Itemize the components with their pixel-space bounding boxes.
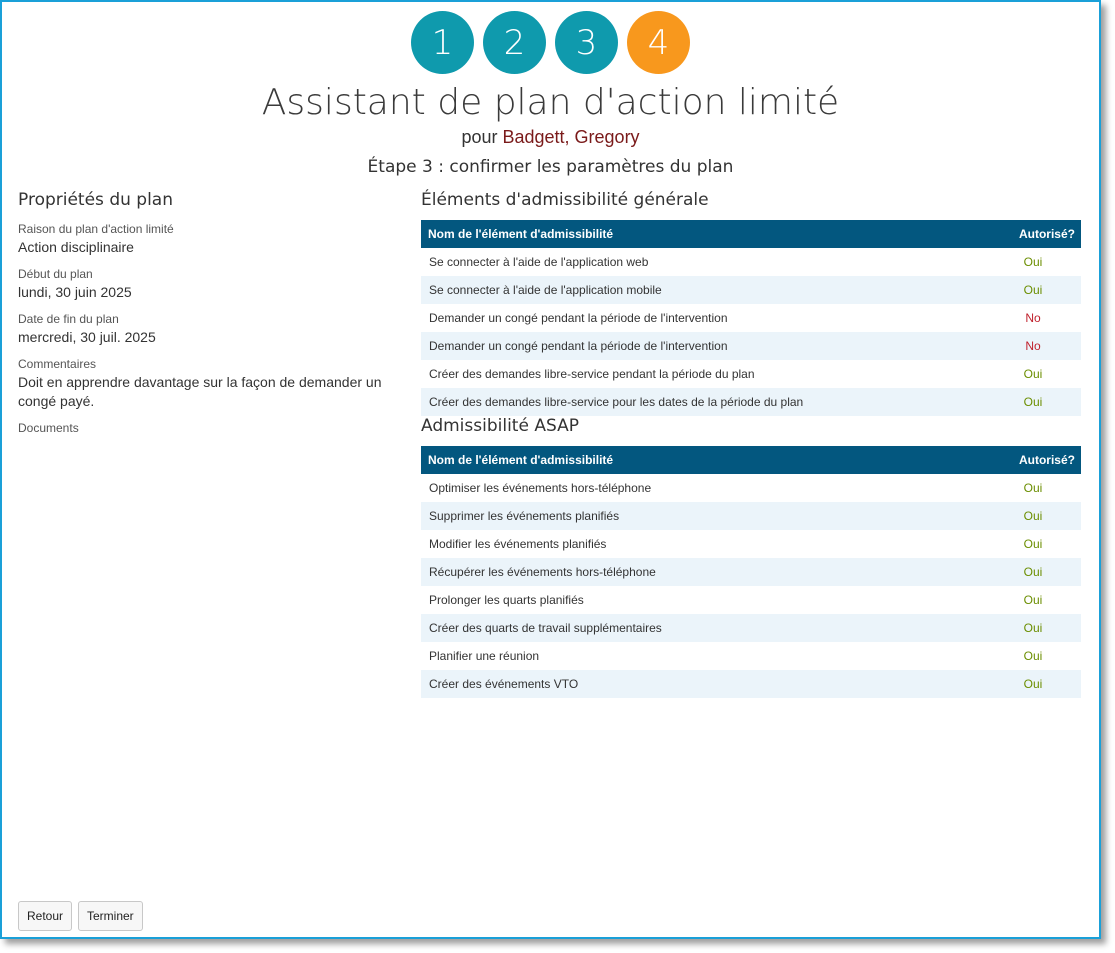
step-4-circle[interactable]: 4 (627, 11, 690, 74)
authorized-value: Oui (1023, 565, 1043, 579)
step-3-circle[interactable]: 3 (555, 11, 618, 74)
table-row (421, 388, 1081, 416)
authorized-value: Oui (1023, 593, 1043, 607)
table-row (421, 558, 1081, 586)
eligibility-item-name: Optimiser les événements hors-téléphone (429, 481, 652, 495)
plan-properties-heading: Propriétés du plan (18, 190, 173, 210)
table-row (421, 304, 1081, 332)
table-row (421, 248, 1081, 276)
eligibility-item-name: Demander un congé pendant la période de l'intervention (429, 339, 728, 353)
table-row (421, 614, 1081, 642)
authorized-value: Oui (1023, 283, 1043, 297)
table-header-row (421, 446, 1081, 474)
step-description: Étape 3 : confirmer les paramètres du plan (367, 157, 734, 177)
eligibility-item-name: Supprimer les événements planifiés (429, 509, 620, 523)
column-header-name: Nom de l'élément d'admissibilité (428, 453, 614, 467)
reason-property (18, 222, 398, 257)
start-date-value: lundi, 30 juin 2025 (18, 284, 132, 300)
table-row (421, 502, 1081, 530)
step-2-circle[interactable]: 2 (483, 11, 546, 74)
authorized-value: Oui (1023, 481, 1043, 495)
asap-eligibility-heading: Admissibilité ASAP (421, 416, 579, 436)
eligibility-item-name: Se connecter à l'aide de l'application mobile (429, 283, 662, 297)
step-1-circle[interactable]: 1 (411, 11, 474, 74)
documents-property (18, 421, 398, 435)
authorized-value: Oui (1023, 509, 1043, 523)
asap-eligibility-table (421, 446, 1081, 698)
comments-label: Commentaires (18, 357, 97, 371)
table-row (421, 332, 1081, 360)
table-row (421, 360, 1081, 388)
authorized-value: Oui (1023, 255, 1043, 269)
table-row (421, 670, 1081, 698)
comments-property (18, 357, 398, 411)
eligibility-item-name: Planifier une réunion (429, 649, 540, 663)
finish-button[interactable]: Terminer (78, 901, 143, 931)
eligibility-item-name: Créer des événements VTO (429, 677, 579, 691)
eligibility-item-name: Créer des demandes libre-service pour les dates de la période du plan (429, 395, 804, 409)
end-date-value: mercredi, 30 juil. 2025 (18, 329, 156, 345)
employee-name: Badgett, Gregory (502, 127, 640, 147)
eligibility-item-name: Se connecter à l'aide de l'application web (429, 255, 649, 269)
table-row (421, 586, 1081, 614)
authorized-value: Oui (1023, 677, 1043, 691)
authorized-value: Oui (1023, 367, 1043, 381)
reason-label: Raison du plan d'action limité (18, 222, 174, 236)
eligibility-item-name: Créer des quarts de travail supplémentaires (429, 621, 662, 635)
eligibility-item-name: Demander un congé pendant la période de l'intervention (429, 311, 728, 325)
comments-value: Doit en apprendre davantage sur la façon de demander un congé payé. (18, 374, 382, 409)
eligibility-panel (421, 190, 1081, 698)
end-date-property (18, 312, 398, 347)
eligibility-item-name: Modifier les événements planifiés (429, 537, 607, 551)
for-prefix: pour (461, 127, 498, 147)
reason-value: Action disciplinaire (18, 239, 134, 255)
authorized-value: Oui (1023, 395, 1043, 409)
table-row (421, 276, 1081, 304)
authorized-value: Oui (1023, 537, 1043, 551)
table-row (421, 642, 1081, 670)
table-row (421, 530, 1081, 558)
table-row (421, 474, 1081, 502)
column-header-authorized: Autorisé? (1018, 453, 1075, 467)
documents-label: Documents (18, 421, 79, 435)
employee-subtitle (2, 127, 1099, 148)
authorized-value: Oui (1023, 621, 1043, 635)
eligibility-item-name: Créer des demandes libre-service pendant la période du plan (429, 367, 755, 381)
end-date-label: Date de fin du plan (18, 312, 119, 326)
page-title: Assistant de plan d'action limité (261, 82, 840, 123)
column-header-name: Nom de l'élément d'admissibilité (428, 227, 614, 241)
step-indicator (2, 11, 1099, 74)
general-eligibility-table (421, 220, 1081, 416)
general-eligibility-heading: Éléments d'admissibilité générale (421, 190, 709, 210)
start-date-property (18, 267, 398, 302)
back-button[interactable]: Retour (18, 901, 72, 931)
eligibility-item-name: Récupérer les événements hors-téléphone (429, 565, 656, 579)
start-date-label: Début du plan (18, 267, 93, 281)
eligibility-item-name: Prolonger les quarts planifiés (429, 593, 584, 607)
authorized-value: No (1025, 339, 1041, 353)
authorized-value: Oui (1023, 649, 1043, 663)
column-header-authorized: Autorisé? (1018, 227, 1075, 241)
authorized-value: No (1025, 311, 1041, 325)
table-header-row (421, 220, 1081, 248)
plan-properties-panel (18, 190, 398, 445)
